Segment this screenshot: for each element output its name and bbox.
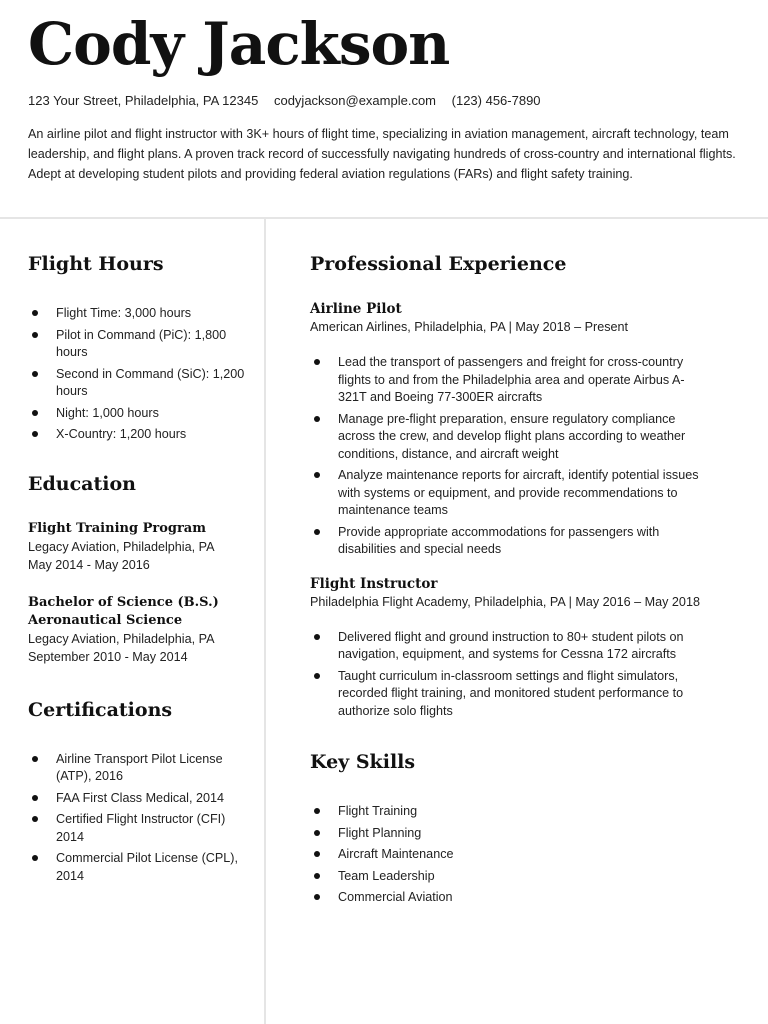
- right-column: [310, 250, 730, 911]
- flight-hours-heading: Flight Hours: [28, 253, 164, 275]
- skills-list: [310, 803, 730, 907]
- left-column: [28, 250, 253, 889]
- education-entry: [28, 520, 253, 574]
- dates: May 2014 - May 2016: [28, 557, 150, 572]
- contact-line: [28, 93, 553, 108]
- list-item: Taught curriculum in-classroom settings and flight simulators, recorded flight training, and monitored student performance to authorize solo flights: [310, 668, 700, 721]
- phone[interactable]: (123) 456-7890: [451, 93, 541, 108]
- list-item: Commercial Pilot License (CPL), 2014: [28, 850, 253, 885]
- column-divider: [264, 219, 266, 1024]
- list-item: Night: 1,000 hours: [28, 405, 253, 423]
- list-item: Manage pre-flight preparation, ensure regulatory compliance across the crew, and develop flight plans according to weather conditions, distance, and aircraft weight: [310, 411, 700, 464]
- list-item: Airline Transport Pilot License (ATP), 2016: [28, 751, 253, 786]
- address: 123 Your Street, Philadelphia, PA 12345: [28, 93, 259, 108]
- job-meta: Philadelphia Flight Academy, Philadelphia, PA | May 2016 – May 2018: [310, 594, 700, 609]
- list-item: Provide appropriate accommodations for passengers with disabilities and special needs: [310, 524, 700, 559]
- flight-hours-list: [28, 305, 253, 444]
- job-entry: [310, 575, 730, 721]
- email[interactable]: codyjackson@example.com: [273, 93, 437, 108]
- job-bullets: [310, 354, 700, 559]
- list-item: Team Leadership: [310, 868, 730, 886]
- list-item: Delivered flight and ground instruction to 80+ student pilots on navigation, equipment, and systems for Cessna 172 aircrafts: [310, 629, 700, 664]
- list-item: Analyze maintenance reports for aircraft, identify potential issues with systems or equipment, and provide recommendations to maintenance teams: [310, 467, 700, 520]
- certifications-heading: Certifications: [28, 698, 173, 721]
- list-item: Aircraft Maintenance: [310, 846, 730, 864]
- job-bullets: [310, 629, 700, 721]
- education-entry: [28, 594, 253, 666]
- list-item: Flight Planning: [310, 825, 730, 843]
- list-item: FAA First Class Medical, 2014: [28, 790, 253, 808]
- list-item: Pilot in Command (PiC): 1,800 hours: [28, 327, 253, 362]
- certifications-list: [28, 751, 253, 886]
- school: Legacy Aviation, Philadelphia, PA: [28, 631, 215, 646]
- skills-heading: Key Skills: [310, 751, 416, 773]
- list-item: Second in Command (SiC): 1,200 hours: [28, 366, 253, 401]
- list-item: Lead the transport of passengers and freight for cross-country flights to and from the Philadelphia area and operate Airbus A-321T and Boeing 77-300ER aircrafts: [310, 354, 700, 407]
- dates: September 2010 - May 2014: [28, 649, 188, 664]
- header-divider: [0, 217, 768, 219]
- job-entry: [310, 300, 730, 559]
- job-meta: American Airlines, Philadelphia, PA | May 2018 – Present: [310, 320, 629, 334]
- list-item: X-Country: 1,200 hours: [28, 426, 253, 444]
- list-item: Flight Training: [310, 803, 730, 821]
- candidate-name: Cody Jackson: [28, 10, 450, 78]
- job-title: Airline Pilot: [310, 301, 402, 317]
- school: Legacy Aviation, Philadelphia, PA: [28, 539, 215, 554]
- degree: Flight Training Program: [28, 520, 206, 536]
- education-heading: Education: [28, 472, 136, 495]
- list-item: Flight Time: 3,000 hours: [28, 305, 253, 323]
- list-item: Commercial Aviation: [310, 889, 730, 907]
- degree: Bachelor of Science (B.S.) Aeronautical Science: [28, 594, 219, 628]
- summary: An airline pilot and flight instructor with 3K+ hours of flight time, specializing in aviation management, aircraft technology, team leadership, and flight plans. A proven track record of successfully navigating hundreds of cross-country and international flights. Adept at developing student pilots and providing federal aviation regulations (FARs) and flight safety training.: [28, 127, 736, 182]
- list-item: Certified Flight Instructor (CFI) 2014: [28, 811, 253, 846]
- job-title: Flight Instructor: [310, 575, 438, 592]
- experience-heading: Professional Experience: [310, 253, 567, 275]
